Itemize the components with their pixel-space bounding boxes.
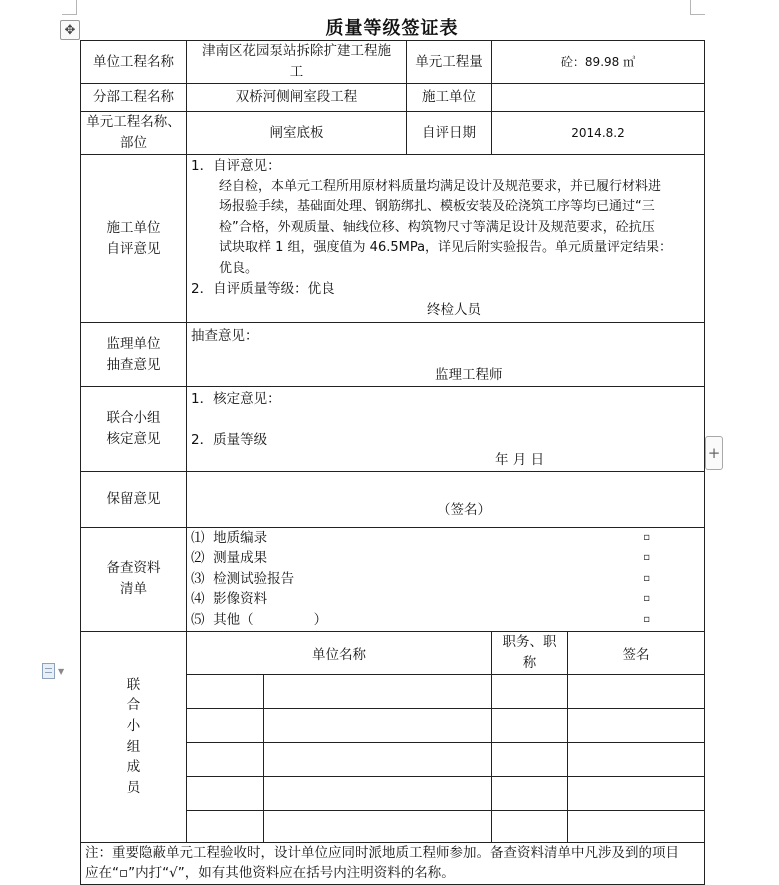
self-eval-item2: 2．自评质量等级：优良	[191, 281, 335, 297]
member-cell[interactable]	[187, 742, 264, 776]
add-column-plus-icon[interactable]: +	[705, 436, 723, 470]
members-label-char: 员	[126, 779, 141, 796]
joint-check-date: 年 月 日	[495, 452, 545, 468]
member-title-cell[interactable]	[492, 674, 568, 708]
title-column-header	[492, 631, 568, 674]
member-unit-cell[interactable]	[264, 810, 492, 842]
unit-name-location-value[interactable]: 闸室底板	[187, 112, 407, 155]
self-eval-para-line: 检”合格，外观质量、轴线位移、构筑物尺寸等满足设计及规范要求，砼抗压	[219, 219, 655, 235]
self-eval-date-value[interactable]: 2014.8.2	[492, 112, 705, 155]
form-title: 质量等级签证表	[325, 18, 459, 39]
member-title-cell[interactable]	[492, 742, 568, 776]
joint-check-label	[81, 387, 187, 472]
member-sign-cell[interactable]	[568, 674, 705, 708]
checklist-item-label: 测量成果	[213, 550, 268, 567]
self-eval-content[interactable]	[187, 155, 705, 323]
checklist-label	[81, 527, 187, 631]
supervisor-content[interactable]	[187, 323, 705, 387]
joint-group-members-label	[81, 631, 187, 842]
unit-project-name-label: 单位工程名称	[81, 41, 187, 84]
checklist-item-number: ⑵	[191, 550, 205, 567]
page-corner-mark-left	[62, 0, 77, 15]
member-sign-cell[interactable]	[568, 742, 705, 776]
checklist-label-line1: 备查资料	[106, 560, 161, 576]
signature-column-header: 签名	[568, 631, 705, 674]
supervisor-opinion-label: 抽查意见：	[191, 328, 259, 344]
final-inspector-signature: 终检人员	[427, 301, 481, 318]
joint-check-label-line2: 核定意见	[106, 430, 161, 447]
self-eval-date-label: 自评日期	[407, 112, 492, 155]
checkbox-icon[interactable]: ▫	[643, 552, 651, 564]
members-label-char: 组	[126, 738, 141, 755]
checklist-item-text	[191, 548, 267, 569]
caret-down-icon: ▼	[58, 666, 65, 676]
contractor-self-eval-label-line2: 自评意见	[106, 240, 161, 257]
page-corner-mark-right	[690, 0, 705, 15]
checklist-item-number: ⑸	[191, 611, 205, 628]
quality-certification-table	[80, 40, 705, 885]
checkbox-icon[interactable]: ▫	[643, 593, 651, 605]
member-sign-cell[interactable]	[568, 708, 705, 742]
supervisor-label-line1: 监理单位	[106, 335, 161, 352]
unit-quantity-label: 单元工程量	[407, 41, 492, 84]
members-label-char: 联	[126, 676, 141, 693]
member-cell[interactable]	[187, 708, 264, 742]
document-menu-button[interactable]	[42, 662, 68, 680]
contractor-self-eval-label-line1: 施工单位	[106, 219, 161, 236]
self-eval-para-line: 场报验手续，基础面处理、钢筋绑扎、模板安装及砼浇筑工序等均已通过“三	[219, 199, 655, 214]
checklist-item-text	[191, 528, 267, 549]
member-title-cell[interactable]	[492, 810, 568, 842]
title-column-header-line1: 职务、职	[502, 633, 557, 650]
member-unit-cell[interactable]	[264, 776, 492, 810]
joint-check-content[interactable]	[187, 387, 705, 472]
unit-quantity-value[interactable]: 砼：89.98 ㎥	[492, 41, 705, 84]
checklist-label-line2: 清单	[120, 581, 147, 597]
checkbox-icon[interactable]: ▫	[643, 531, 651, 543]
reserve-opinion-label: 保留意见	[81, 471, 187, 527]
member-cell[interactable]	[187, 810, 264, 842]
contractor-value[interactable]	[492, 84, 705, 112]
self-eval-paragraph	[191, 177, 700, 280]
checklist-item-label: 影像资料	[213, 591, 268, 608]
member-unit-cell[interactable]	[264, 674, 492, 708]
joint-check-label-line1: 联合小组	[106, 409, 161, 426]
checklist-content	[187, 527, 705, 631]
member-title-cell[interactable]	[492, 776, 568, 810]
checklist-item-number: ⑴	[191, 529, 205, 546]
sub-project-name-value[interactable]: 双桥河侧闸室段工程	[187, 84, 407, 112]
sub-project-name-label: 分部工程名称	[81, 84, 187, 112]
checklist-item[interactable]	[191, 610, 700, 631]
member-cell[interactable]	[187, 674, 264, 708]
member-unit-cell[interactable]	[264, 742, 492, 776]
supervisor-label	[81, 323, 187, 387]
checklist-item[interactable]	[191, 569, 700, 590]
unit-project-name-value[interactable]: 津南区花园泵站拆除扩建工程施工	[187, 41, 407, 84]
footnote	[81, 842, 705, 884]
self-eval-item1: 1．自评意见：	[191, 158, 281, 174]
checklist-item-text	[191, 589, 267, 610]
checklist-item-label: 检测试验报告	[213, 570, 295, 587]
unit-name-location-label: 单元工程名称、部位	[81, 112, 187, 155]
checklist-item[interactable]	[191, 528, 700, 549]
members-label-char: 成	[126, 759, 141, 776]
unit-name-column-header: 单位名称	[187, 631, 492, 674]
checklist-item-text	[191, 610, 327, 631]
joint-check-item1: 1．核定意见：	[191, 391, 281, 407]
title-column-header-line2: 称	[522, 654, 537, 671]
checklist-item[interactable]	[191, 548, 700, 569]
checklist-item-label: 地质编录	[213, 529, 268, 546]
self-eval-para-line: 优良。	[219, 260, 259, 276]
self-eval-para-line: 试块取样 1 组，强度值为 46.5MPa，详见后附实验报告。单元质量评定结果：	[219, 240, 673, 255]
contractor-label: 施工单位	[407, 84, 492, 112]
document-icon	[42, 663, 55, 679]
joint-check-item2: 2．质量等级	[191, 431, 268, 448]
footnote-line2: 应在“▫”内打“√”，如有其他资料应在括号内注明资料的名称。	[85, 865, 455, 881]
members-label-char: 合	[126, 697, 141, 714]
footnote-line1: 注：重要隐蔽单元工程验收时，设计单位应同时派地质工程师参加。备查资料清单中凡涉及到的项目	[85, 845, 679, 861]
checkbox-icon[interactable]: ▫	[643, 613, 651, 625]
member-cell[interactable]	[187, 776, 264, 810]
checklist-item-number: ⑶	[191, 570, 205, 587]
checklist-item-label: 其他（ ）	[213, 611, 328, 628]
table-move-handle-icon[interactable]: ✥	[60, 20, 80, 40]
self-eval-para-line: 经自检，本单元工程所用原材料质量均满足设计及规范要求，并已履行材料进	[219, 178, 662, 194]
contractor-self-eval-label	[81, 155, 187, 323]
member-unit-cell[interactable]	[264, 708, 492, 742]
reserve-opinion-content[interactable]	[187, 471, 705, 527]
member-sign-cell[interactable]	[568, 810, 705, 842]
member-title-cell[interactable]	[492, 708, 568, 742]
supervisor-label-line2: 抽查意见	[106, 356, 161, 373]
reserve-signature: （签名）	[437, 502, 491, 518]
checklist-item-text	[191, 569, 294, 590]
members-label-char: 小	[126, 717, 141, 734]
checklist-item[interactable]	[191, 589, 700, 610]
checkbox-icon[interactable]: ▫	[643, 572, 651, 584]
member-sign-cell[interactable]	[568, 776, 705, 810]
supervising-engineer-signature: 监理工程师	[435, 366, 503, 383]
checklist-item-number: ⑷	[191, 591, 205, 608]
